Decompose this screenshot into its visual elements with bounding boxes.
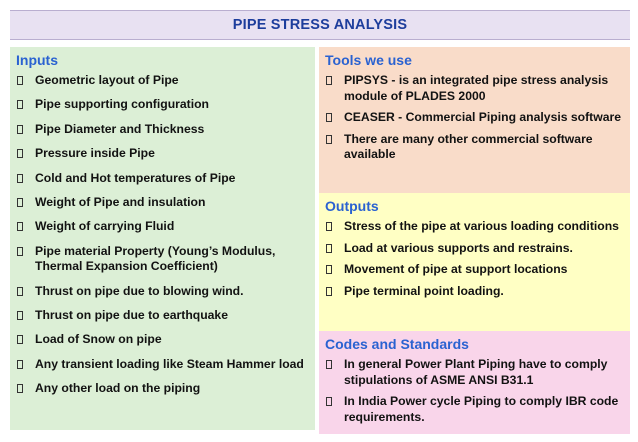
inputs-panel <box>10 47 315 430</box>
list-item-text: Geometric layout of Pipe <box>35 73 179 87</box>
list-item <box>16 357 315 373</box>
list-item-text: Pipe material Property (Young’s Modulus, Thermal Expansion Coefficient) <box>35 243 276 274</box>
square-bullet-icon <box>17 149 23 158</box>
list-item-text: Cold and Hot temperatures of Pipe <box>35 170 236 185</box>
square-bullet-icon <box>326 222 332 231</box>
list-item-text: PIPSYS - is an integrated pipe stress analysis module of PLADES 2000 <box>344 73 609 103</box>
list-item <box>16 308 315 324</box>
square-bullet-icon <box>326 76 332 85</box>
list-item-text: Load of Snow on pipe <box>35 332 162 347</box>
list-item <box>325 73 630 104</box>
list-item <box>16 332 315 348</box>
square-bullet-icon <box>17 125 23 134</box>
list-item-text: Stress of the pipe at various loading conditions <box>344 219 619 233</box>
codes-heading: Codes and Standards <box>325 336 469 352</box>
square-bullet-icon <box>17 311 23 320</box>
square-bullet-icon <box>326 244 332 253</box>
list-item-text: Weight of Pipe and insulation <box>35 194 206 209</box>
square-bullet-icon <box>326 360 332 369</box>
list-item <box>325 132 630 163</box>
list-item-text: Thrust on pipe due to earthquake <box>35 308 228 323</box>
list-item <box>325 219 630 235</box>
square-bullet-icon <box>326 397 332 406</box>
outputs-panel <box>319 193 630 331</box>
tools-list <box>319 73 630 163</box>
list-item <box>16 146 315 162</box>
list-item-text: In general Power Plant Piping have to comply stipulations of ASME ANSI B31.1 <box>344 357 608 387</box>
square-bullet-icon <box>17 100 23 109</box>
square-bullet-icon <box>326 265 332 274</box>
list-item-text: Pipe supporting configuration <box>35 97 209 112</box>
list-item-text: In India Power cycle Piping to comply IBR code requirements. <box>344 394 619 424</box>
list-item <box>16 73 315 89</box>
list-item-text: There are many other commercial software available <box>344 131 593 161</box>
square-bullet-icon <box>17 76 23 85</box>
list-item-text: Pipe Diameter and Thickness <box>35 121 205 136</box>
list-item <box>325 110 630 126</box>
list-item <box>16 381 315 397</box>
list-item-text: CEASER - Commercial Piping analysis software <box>344 110 622 124</box>
square-bullet-icon <box>17 287 23 296</box>
square-bullet-icon <box>326 113 332 122</box>
tools-heading: Tools we use <box>325 52 412 68</box>
outputs-list <box>319 219 630 299</box>
list-item <box>16 195 315 211</box>
inputs-heading: Inputs <box>16 52 58 68</box>
list-item <box>16 219 315 235</box>
list-item <box>16 284 315 300</box>
list-item-text: Weight of carrying Fluid <box>35 219 175 234</box>
list-item-text: Load at various supports and restrains. <box>344 240 573 255</box>
list-item <box>325 284 630 300</box>
list-item <box>16 122 315 138</box>
list-item <box>325 394 630 425</box>
page-title: PIPE STRESS ANALYSIS <box>10 10 630 40</box>
inputs-list <box>10 73 315 397</box>
square-bullet-icon <box>326 287 332 296</box>
list-item-text: Any transient loading like Steam Hammer load <box>35 356 304 371</box>
square-bullet-icon <box>17 174 23 183</box>
square-bullet-icon <box>17 247 23 256</box>
list-item-text: Pressure inside Pipe <box>35 146 155 161</box>
list-item-text: Thrust on pipe due to blowing wind. <box>35 283 244 298</box>
tools-panel <box>319 47 630 193</box>
list-item <box>325 241 630 257</box>
list-item <box>325 357 630 388</box>
list-item <box>16 97 315 113</box>
square-bullet-icon <box>17 360 23 369</box>
list-item <box>16 244 315 275</box>
square-bullet-icon <box>17 222 23 231</box>
list-item <box>325 262 630 278</box>
outputs-heading: Outputs <box>325 198 379 214</box>
square-bullet-icon <box>17 384 23 393</box>
square-bullet-icon <box>17 335 23 344</box>
list-item-text: Any other load on the piping <box>35 381 201 396</box>
list-item <box>16 171 315 187</box>
slide <box>10 10 630 434</box>
codes-list <box>319 357 630 425</box>
list-item-text: Pipe terminal point loading. <box>344 283 504 298</box>
codes-panel <box>319 331 630 434</box>
square-bullet-icon <box>17 198 23 207</box>
square-bullet-icon <box>326 135 332 144</box>
list-item-text: Movement of pipe at support locations <box>344 262 568 276</box>
